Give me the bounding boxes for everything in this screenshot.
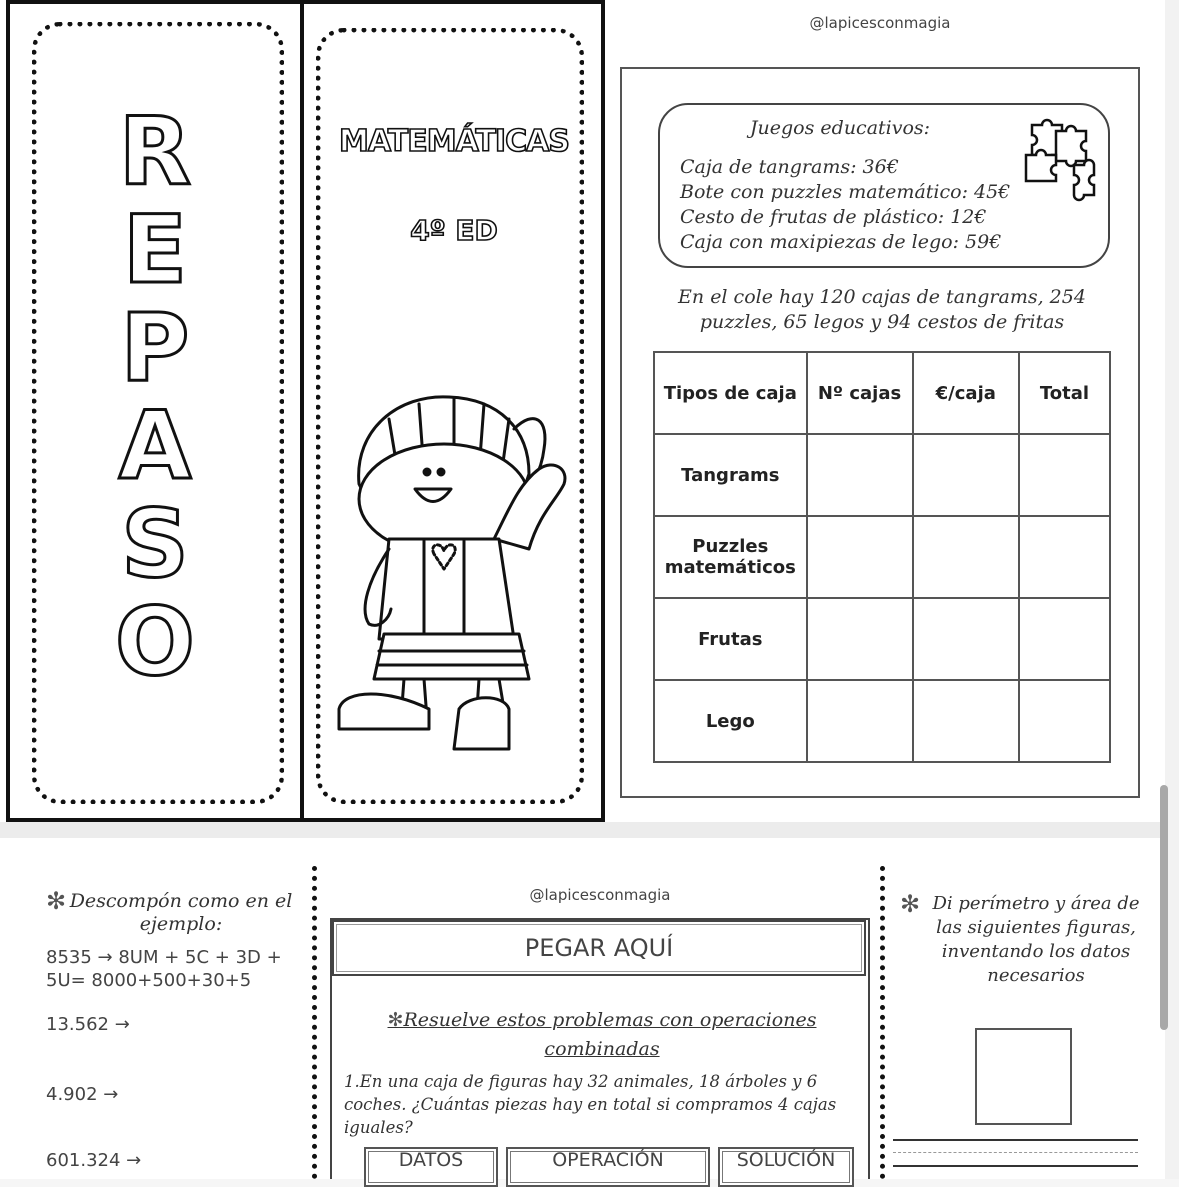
datos-box[interactable]: DATOS bbox=[364, 1147, 498, 1187]
price-info-box bbox=[658, 103, 1110, 268]
repaso-vertical-title bbox=[70, 98, 240, 697]
answer-cell[interactable] bbox=[807, 516, 913, 598]
table-header-row bbox=[654, 352, 1110, 434]
answer-table bbox=[653, 351, 1111, 763]
asterisk-flower-icon: ✻ bbox=[387, 1009, 404, 1031]
row-label: Lego bbox=[654, 680, 807, 762]
problem-1: 1.En una caja de figuras hay 32 animales, 18 árboles y 6 coches. ¿Cuántas piezas hay en total si compramos 4 cajas iguales? bbox=[344, 1072, 837, 1137]
answer-cell[interactable] bbox=[1019, 680, 1110, 762]
table-header: Tipos de caja bbox=[654, 352, 807, 434]
cover-panel-matematicas bbox=[300, 0, 605, 822]
row-label: Tangrams bbox=[654, 434, 807, 516]
writing-line[interactable] bbox=[893, 1139, 1138, 1141]
table-row bbox=[654, 598, 1110, 680]
repaso-letter: O bbox=[115, 588, 195, 697]
answer-cell[interactable] bbox=[913, 434, 1020, 516]
answer-cell[interactable] bbox=[913, 598, 1020, 680]
answer-cell[interactable] bbox=[913, 680, 1020, 762]
operacion-box[interactable]: OPERACIÓN bbox=[506, 1147, 710, 1187]
dotted-fold-line bbox=[312, 866, 317, 1179]
price-item: Caja de tangrams: 36€ bbox=[680, 156, 899, 178]
asterisk-flower-icon: ✻ bbox=[46, 887, 67, 915]
answer-cell[interactable] bbox=[1019, 434, 1110, 516]
subject-title: MATEMÁTICAS bbox=[339, 124, 569, 159]
table-header: Total bbox=[1019, 352, 1110, 434]
decompose-heading-text: Descompón como en el ejemplo: bbox=[69, 890, 293, 935]
page-separator bbox=[0, 822, 1165, 838]
scrollbar-thumb[interactable] bbox=[1160, 785, 1168, 1030]
repaso-letter: A bbox=[118, 392, 192, 501]
worksheet-page-2 bbox=[0, 838, 1165, 1179]
answer-cell[interactable] bbox=[807, 680, 913, 762]
paste-here-box: PEGAR AQUÍ bbox=[332, 920, 866, 976]
answer-cell[interactable] bbox=[807, 434, 913, 516]
price-list bbox=[680, 155, 1010, 255]
price-item: Caja con maxipiezas de lego: 59€ bbox=[680, 231, 1002, 253]
problem-sheet-frame bbox=[620, 67, 1140, 798]
table-row bbox=[654, 434, 1110, 516]
repaso-letter: E bbox=[122, 196, 188, 305]
perimeter-heading-text: Di perímetro y área de las siguientes figuras, inventando los datos necesarios bbox=[932, 893, 1140, 986]
decompose-heading bbox=[46, 887, 306, 936]
solucion-box[interactable]: SOLUCIÓN bbox=[718, 1147, 854, 1187]
example-line: 5U= 8000+500+30+5 bbox=[46, 970, 252, 991]
example-line: 8535 → 8UM + 5C + 3D + bbox=[46, 947, 282, 968]
decompose-exercise: 13.562 → bbox=[46, 1014, 130, 1035]
answer-cell[interactable] bbox=[913, 516, 1020, 598]
table-header: Nº cajas bbox=[807, 352, 913, 434]
table-row bbox=[654, 680, 1110, 762]
answer-cell[interactable] bbox=[1019, 598, 1110, 680]
grade-label: 4º ED bbox=[410, 214, 498, 247]
child-waving-illustration bbox=[329, 389, 584, 764]
table-header: €/caja bbox=[913, 352, 1020, 434]
problems-heading-text: Resuelve estos problemas con operaciones combinadas bbox=[403, 1009, 817, 1060]
answer-cell[interactable] bbox=[807, 598, 913, 680]
repaso-letter: R bbox=[118, 98, 192, 207]
decompose-exercise: 4.902 → bbox=[46, 1084, 119, 1105]
repaso-letter: S bbox=[121, 490, 189, 599]
perimeter-heading bbox=[900, 892, 1152, 988]
row-label: Puzzles matemáticos bbox=[654, 516, 807, 598]
repaso-letter: P bbox=[120, 294, 190, 403]
decompose-exercise: 601.324 → bbox=[46, 1150, 142, 1171]
square-figure bbox=[975, 1028, 1072, 1125]
answer-cell[interactable] bbox=[1019, 516, 1110, 598]
problem-sheet-frame bbox=[330, 918, 870, 1179]
puzzle-pieces-icon bbox=[1022, 117, 1102, 202]
writing-line[interactable] bbox=[893, 1165, 1138, 1167]
price-item: Bote con puzzles matemático: 45€ bbox=[680, 181, 1011, 203]
asterisk-flower-icon: ✻ bbox=[900, 890, 921, 918]
problem-statement: En el cole hay 120 cajas de tangrams, 254 puzzles, 65 legos y 94 cestos de fritas bbox=[678, 286, 1086, 333]
watermark: @lapicesconmagia bbox=[529, 886, 671, 904]
info-box-title: Juegos educativos: bbox=[749, 117, 931, 139]
decompose-example bbox=[46, 946, 306, 992]
writing-guide-line bbox=[893, 1152, 1138, 1153]
cover-panel-repaso bbox=[6, 0, 304, 822]
decompose-section bbox=[46, 887, 306, 1171]
price-item: Cesto de frutas de plástico: 12€ bbox=[680, 206, 987, 228]
problems-heading bbox=[352, 1006, 852, 1064]
dotted-fold-line bbox=[880, 866, 885, 1179]
watermark: @lapicesconmagia bbox=[809, 14, 951, 32]
table-row bbox=[654, 516, 1110, 598]
row-label: Frutas bbox=[654, 598, 807, 680]
